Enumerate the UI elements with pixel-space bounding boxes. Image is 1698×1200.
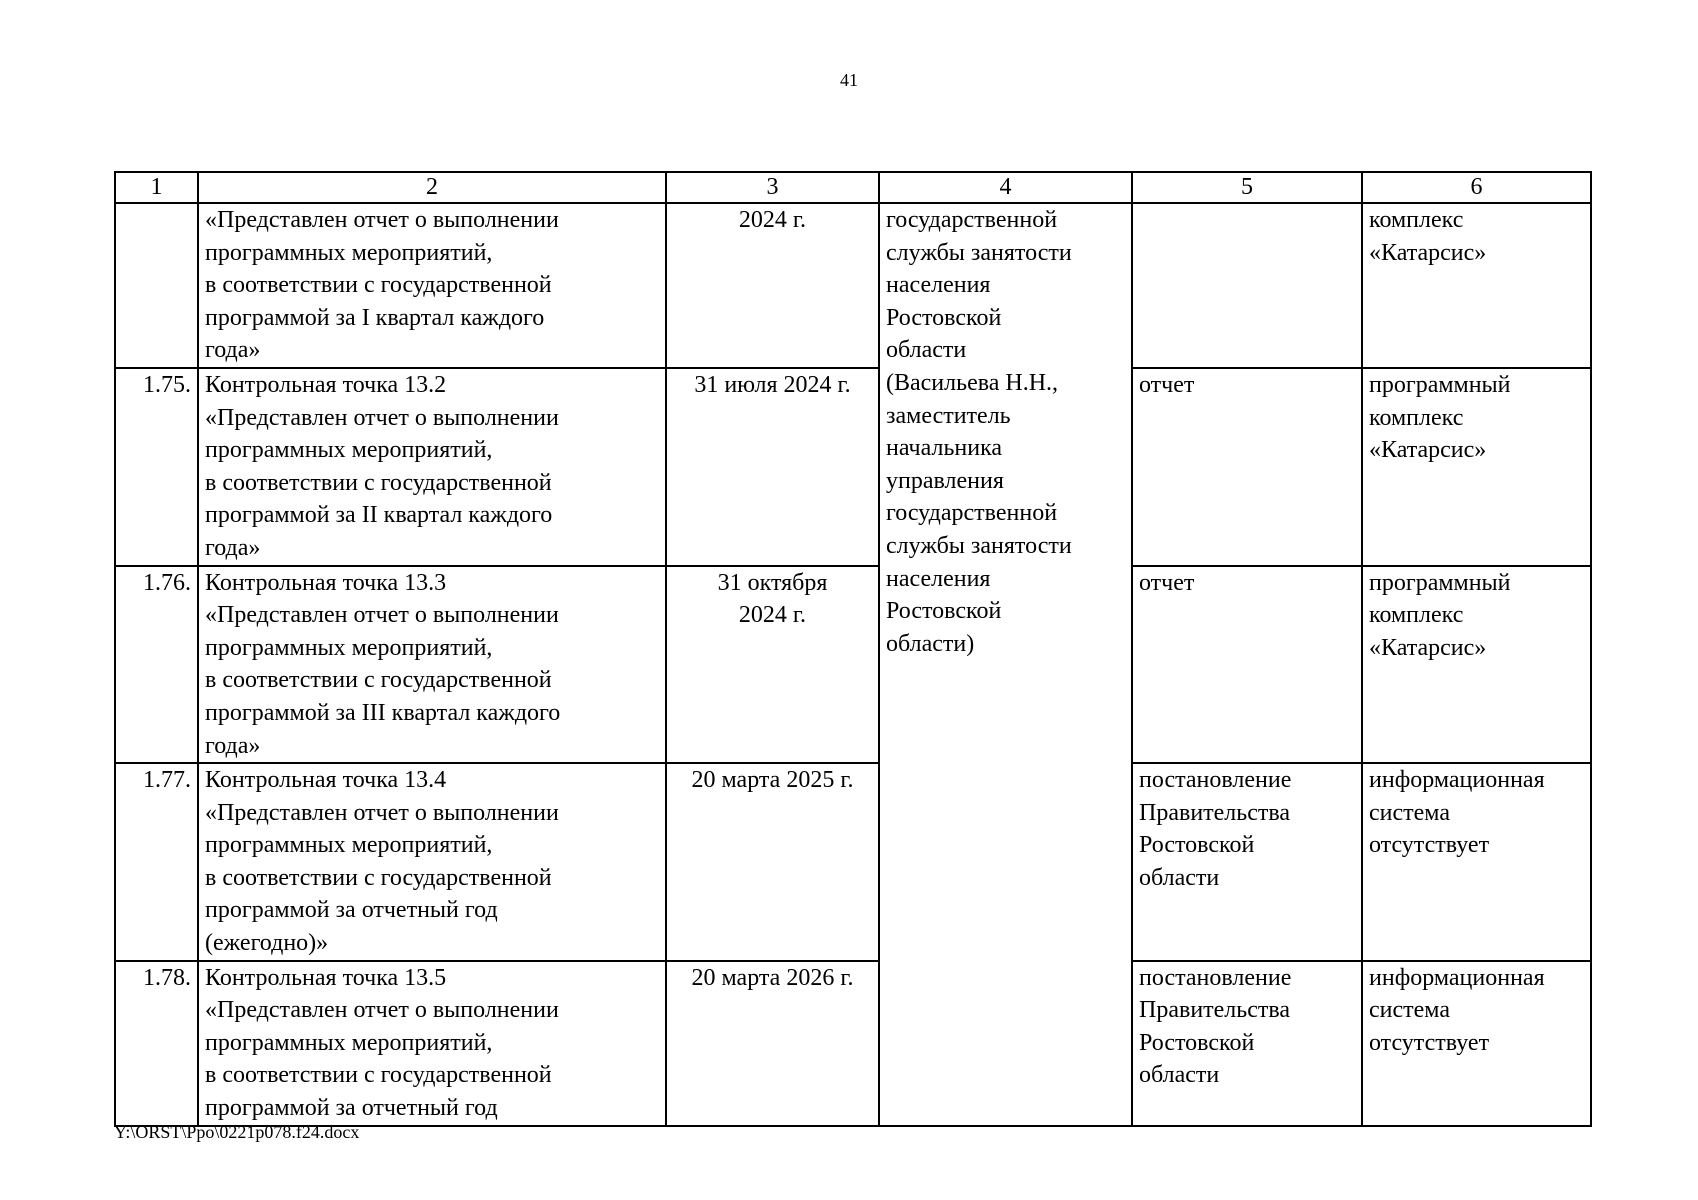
file-path-footer: Y:\ORST\Ppo\0221p078.f24.docx bbox=[114, 1122, 360, 1142]
description bbox=[205, 764, 659, 960]
document-type-cell bbox=[1132, 961, 1362, 1126]
deadline-line: 20 марта 2025 г. bbox=[691, 767, 854, 794]
information-system-cell bbox=[1362, 203, 1591, 368]
information-system bbox=[1369, 204, 1584, 269]
row-number-cell bbox=[115, 203, 198, 368]
table-row bbox=[115, 203, 1591, 368]
description-line: «Представлен отчет о выполнении bbox=[205, 404, 559, 431]
description bbox=[205, 204, 659, 367]
description bbox=[205, 962, 659, 1125]
responsible-line: населения bbox=[886, 565, 991, 592]
deadline bbox=[673, 369, 872, 402]
information-system-line: «Катарсис» bbox=[1369, 634, 1487, 661]
description-cell bbox=[198, 368, 666, 566]
deadline-line: 2024 г. bbox=[738, 207, 807, 233]
row-number-cell: 1.76. bbox=[115, 566, 198, 764]
responsible-line: Ростовской bbox=[886, 598, 1002, 625]
description-cell bbox=[198, 566, 666, 764]
description-line: года» bbox=[205, 732, 261, 759]
description-line: программой за отчетный год bbox=[205, 1095, 498, 1122]
document-type-line: области bbox=[1139, 1062, 1220, 1089]
column-number-cell: 2 bbox=[198, 172, 666, 203]
description-line: программных мероприятий, bbox=[205, 634, 493, 661]
document-type bbox=[1139, 962, 1355, 1092]
responsible-cell bbox=[879, 203, 1132, 1126]
column-number-cell: 5 bbox=[1132, 172, 1362, 203]
document-type bbox=[1139, 369, 1355, 402]
information-system bbox=[1369, 962, 1584, 1060]
row-number-cell: 1.78. bbox=[115, 961, 198, 1126]
document-type bbox=[1139, 764, 1355, 894]
responsible-line: области bbox=[886, 337, 967, 364]
deadline bbox=[673, 567, 872, 632]
information-system-line: информационная bbox=[1369, 964, 1545, 991]
information-system-cell bbox=[1362, 368, 1591, 566]
description-line: в соответствии с государственной bbox=[205, 667, 552, 694]
information-system-cell bbox=[1362, 961, 1591, 1126]
description-line: Контрольная точка 13.3 bbox=[205, 569, 447, 596]
responsible bbox=[886, 204, 1125, 660]
information-system-line: отсутствует bbox=[1369, 832, 1490, 859]
document-type-line: отчет bbox=[1139, 569, 1195, 596]
description-line: программных мероприятий, bbox=[205, 1029, 493, 1056]
document-type-line: Ростовской bbox=[1139, 1029, 1255, 1056]
page-number: 41 bbox=[840, 70, 858, 90]
responsible-line: управления bbox=[886, 467, 1004, 494]
column-number-cell: 3 bbox=[666, 172, 879, 203]
deadline bbox=[673, 204, 872, 237]
information-system-line: программный bbox=[1369, 371, 1511, 398]
document-type-line: постановление bbox=[1139, 767, 1292, 794]
deadline-line: 2024 г. bbox=[738, 602, 807, 629]
deadline-line: 20 марта 2026 г. bbox=[691, 964, 854, 991]
description-line: в соответствии с государственной bbox=[205, 1062, 552, 1089]
document-type-cell bbox=[1132, 203, 1362, 368]
document-type-line: Ростовской bbox=[1139, 832, 1255, 859]
description-line: в соответствии с государственной bbox=[205, 864, 552, 891]
column-number-cell: 4 bbox=[879, 172, 1132, 203]
information-system-line: программный bbox=[1369, 569, 1511, 596]
responsible-line: службы занятости bbox=[886, 239, 1072, 266]
deadline-cell bbox=[666, 961, 879, 1126]
information-system-line: комплекс bbox=[1369, 207, 1464, 233]
column-number-cell: 1 bbox=[115, 172, 198, 203]
description-line: «Представлен отчет о выполнении bbox=[205, 799, 559, 826]
description-line: Контрольная точка 13.5 bbox=[205, 964, 447, 991]
responsible-line: (Васильева Н.Н., bbox=[886, 369, 1059, 396]
description-line: в соответствии с государственной bbox=[205, 272, 552, 299]
description bbox=[205, 567, 659, 763]
document-type-cell bbox=[1132, 368, 1362, 566]
description-line: «Представлен отчет о выполнении bbox=[205, 207, 559, 233]
document-type-line: Правительства bbox=[1139, 997, 1291, 1024]
row-number-cell: 1.75. bbox=[115, 368, 198, 566]
responsible-line: службы занятости bbox=[886, 532, 1072, 559]
table-row bbox=[115, 368, 1591, 566]
information-system-line: комплекс bbox=[1369, 404, 1464, 431]
deadline-line: 31 октября bbox=[717, 569, 828, 596]
responsible-line: Ростовской bbox=[886, 304, 1002, 331]
description-cell bbox=[198, 203, 666, 368]
information-system bbox=[1369, 369, 1584, 467]
information-system-line: комплекс bbox=[1369, 602, 1464, 629]
column-number-row bbox=[115, 172, 1591, 203]
document-type-line: постановление bbox=[1139, 964, 1292, 991]
description-line: программных мероприятий, bbox=[205, 239, 493, 266]
deadline bbox=[673, 764, 872, 797]
information-system bbox=[1369, 567, 1584, 665]
description-line: Контрольная точка 13.2 bbox=[205, 371, 447, 398]
responsible-line: государственной bbox=[886, 207, 1058, 233]
description-line: программой за III квартал каждого bbox=[205, 699, 561, 726]
description bbox=[205, 369, 659, 565]
document-type bbox=[1139, 567, 1355, 600]
description-line: программой за I квартал каждого bbox=[205, 304, 545, 331]
information-system bbox=[1369, 764, 1584, 862]
responsible-line: государственной bbox=[886, 500, 1058, 527]
information-system-line: система bbox=[1369, 799, 1450, 826]
deadline-cell bbox=[666, 203, 879, 368]
description-line: программных мероприятий, bbox=[205, 832, 493, 859]
description-line: программой за II квартал каждого bbox=[205, 502, 553, 529]
description-line: программных мероприятий, bbox=[205, 437, 493, 464]
description-line: года» bbox=[205, 337, 261, 364]
information-system-cell bbox=[1362, 566, 1591, 764]
deadline-cell bbox=[666, 368, 879, 566]
responsible-line: заместитель bbox=[886, 402, 1011, 429]
control-points-table bbox=[114, 171, 1592, 1127]
description-line: «Представлен отчет о выполнении bbox=[205, 602, 559, 629]
responsible-line: области) bbox=[886, 630, 975, 657]
table-row bbox=[115, 566, 1591, 764]
deadline-line: 31 июля 2024 г. bbox=[694, 371, 851, 398]
deadline-cell bbox=[666, 763, 879, 961]
table-row bbox=[115, 763, 1591, 961]
responsible-line: населения bbox=[886, 272, 991, 299]
column-number-cell: 6 bbox=[1362, 172, 1591, 203]
information-system-cell bbox=[1362, 763, 1591, 961]
description-cell bbox=[198, 961, 666, 1126]
row-number-cell: 1.77. bbox=[115, 763, 198, 961]
description-line: программой за отчетный год bbox=[205, 897, 498, 924]
document-type-line: области bbox=[1139, 864, 1220, 891]
description-line: «Представлен отчет о выполнении bbox=[205, 997, 559, 1024]
description-cell bbox=[198, 763, 666, 961]
information-system-line: отсутствует bbox=[1369, 1029, 1490, 1056]
table-row bbox=[115, 961, 1591, 1126]
deadline-cell bbox=[666, 566, 879, 764]
information-system-line: информационная bbox=[1369, 767, 1545, 794]
document-type-line: Правительства bbox=[1139, 799, 1291, 826]
description-line: Контрольная точка 13.4 bbox=[205, 767, 447, 794]
description-line: года» bbox=[205, 534, 261, 561]
information-system-line: «Катарсис» bbox=[1369, 239, 1487, 266]
document-type-cell bbox=[1132, 566, 1362, 764]
description-line: (ежегодно)» bbox=[205, 930, 329, 957]
document-type-line: отчет bbox=[1139, 371, 1195, 398]
information-system-line: «Катарсис» bbox=[1369, 437, 1487, 464]
document-type-cell bbox=[1132, 763, 1362, 961]
information-system-line: система bbox=[1369, 997, 1450, 1024]
responsible-line: начальника bbox=[886, 435, 1003, 462]
description-line: в соответствии с государственной bbox=[205, 469, 552, 496]
deadline bbox=[673, 962, 872, 995]
